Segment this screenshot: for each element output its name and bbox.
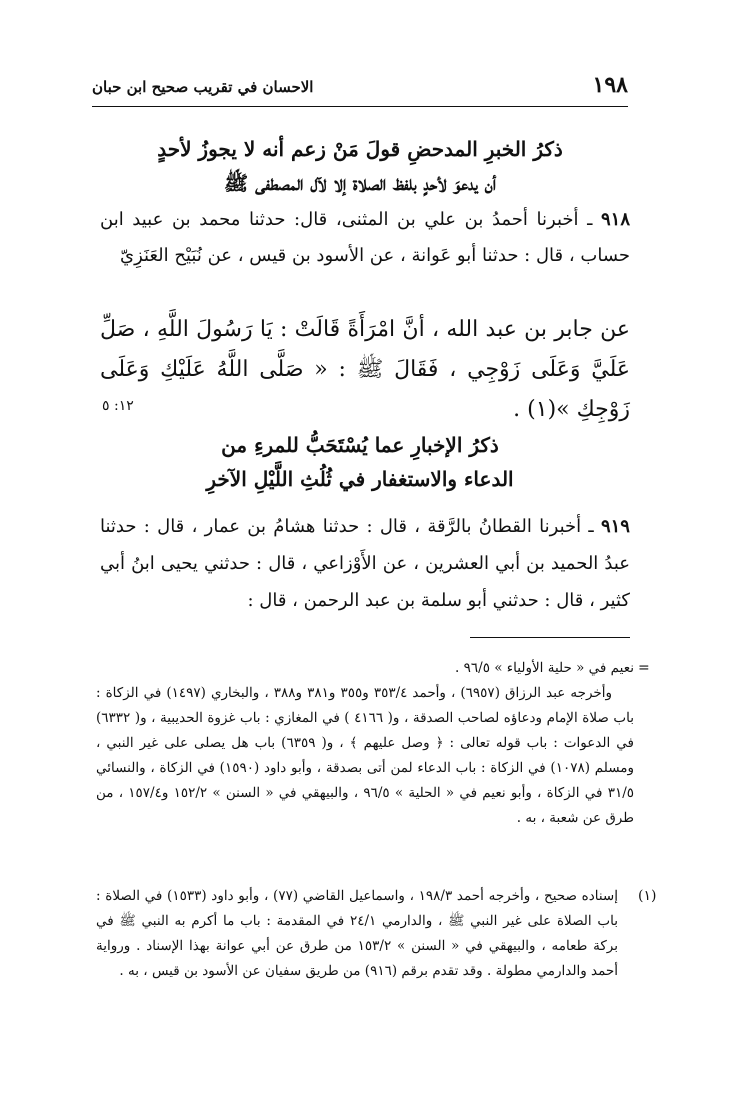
footnote-continuation-body: وأخرجه عبد الرزاق (٦٩٥٧) ، وأحمد ٣٥٣/٤ و٣٥٥ و٣٨١ و٣٨٨ ، والبخاري (١٤٩٧) في الزكاة : باب صلاة الإمام ودعاؤه لصاحب الصدقة ، و( ٤١٦٦ ) في المغازي : باب غزوة الحديبية ، و( ٦٣٣٢) في الدعوات : باب قوله تعالى : ﴿ وصل عليهم ﴾ ، و( ٦٣٥٩) باب هل يصلى على غير النبي ، ومسلم (١٠٧٨) في الزكاة : باب الدعاء لمن أتى بصدقة ، وأبو داود (١٥٩٠) في الزكاة ، والنسائي ٣١/٥ في الزكاة ، وأبو نعيم في « الحلية » ٩٦/٥ ، والبيهقي في « السنن » ١٥٢/٢ و١٥٧/٤ ، من طرق عن شعبة ، به . [96,685,635,826]
hadith-919 [100,508,630,619]
section-heading-2-line-1: ذكرُ الإخبارِ عما يُسْتَحَبُّ للمرءِ من [221,433,499,457]
page-header [92,72,628,107]
hadith-918-matn: عن جابر بن عبد الله ، أنَّ امْرَأَةً قَالَتْ : يَا رَسُولَ اللَّهِ ، صَلِّ عَلَيَّ وَعَلَى زَوْجِي ، فَقَالَ ﷺ : « صَلَّى اللَّهُ عَلَيْكِ وَعَلَى زَوْجِكِ »(١) . [100,317,630,422]
footnote-divider [470,637,630,638]
running-title: الاحسان في تقريب صحيح ابن حبان [92,78,314,96]
hadith-918-isnad [100,202,630,274]
page-number: ١٩٨ [592,72,628,98]
footnote-1: إسناده صحيح ، وأخرجه أحمد ١٩٨/٣ ، واسماعيل القاضي (٧٧) ، وأبو داود (١٥٣٣) في الصلاة : باب الصلاة على غير النبي ﷺ ، والدارمي ٢٤/١ في المقدمة : باب ما أكرم به النبي ﷺ في بركة طعامه ، والبيهقي في « السنن » ١٥٣/٢ من طرق عن أبي عوانة بهذا الإسناد . ورواية أحمد والدارمي مطولة . وقد تقدم برقم (٩١٦) من طريق سفيان عن الأسود بن قيس ، به . [96,888,618,979]
hadith-number: ٩١٩ [600,516,630,537]
marginal-reference: ١٢: ٥ [102,398,134,414]
section-heading-1-line-1: ذكرُ الخبرِ المدحضِ قولَ مَنْ زعم أنه لا يجوزُ لأحدٍ [157,137,563,161]
footnote-1-marker: (١) [638,888,657,904]
hadith-isnad-text: ـ أخبرنا أحمدُ بن علي بن المثنى، قال: حدثنا محمد بن عبيد ابن حساب ، قال : حدثنا أبو عَوانة ، عن الأسود بن قيس ، عن نُبَيْح العَنَزِيّ [100,209,630,266]
section-heading-2-line-2: الدعاء والاستغفار في ثُلُثِ اللَّيْلِ الآخرِ [206,467,514,491]
continuation-marker: = [638,660,650,676]
section-heading-1-line-2: أن يدعوَ لأحدٍ بلفظ الصلاة إلا لآل المصطفى ﷺ [223,171,497,195]
footnote-continuation-first-line: نعيم في « حلية الأولياء » ٩٦/٥ . [455,660,634,676]
hadith-text: ـ أخبرنا القطانُ بالرَّقة ، قال : حدثنا هشامُ بن عمار ، قال : حدثنا عبدُ الحميد بن أبي العشرين ، عن الأَوْزاعي ، قال : حدثني يحيى ابنُ أبي كثير ، قال : حدثني أبو سلمة بن عبد الرحمن ، قال : [100,516,630,611]
footnote-continuation [96,656,634,831]
hadith-number: ٩١٨ [600,209,630,230]
